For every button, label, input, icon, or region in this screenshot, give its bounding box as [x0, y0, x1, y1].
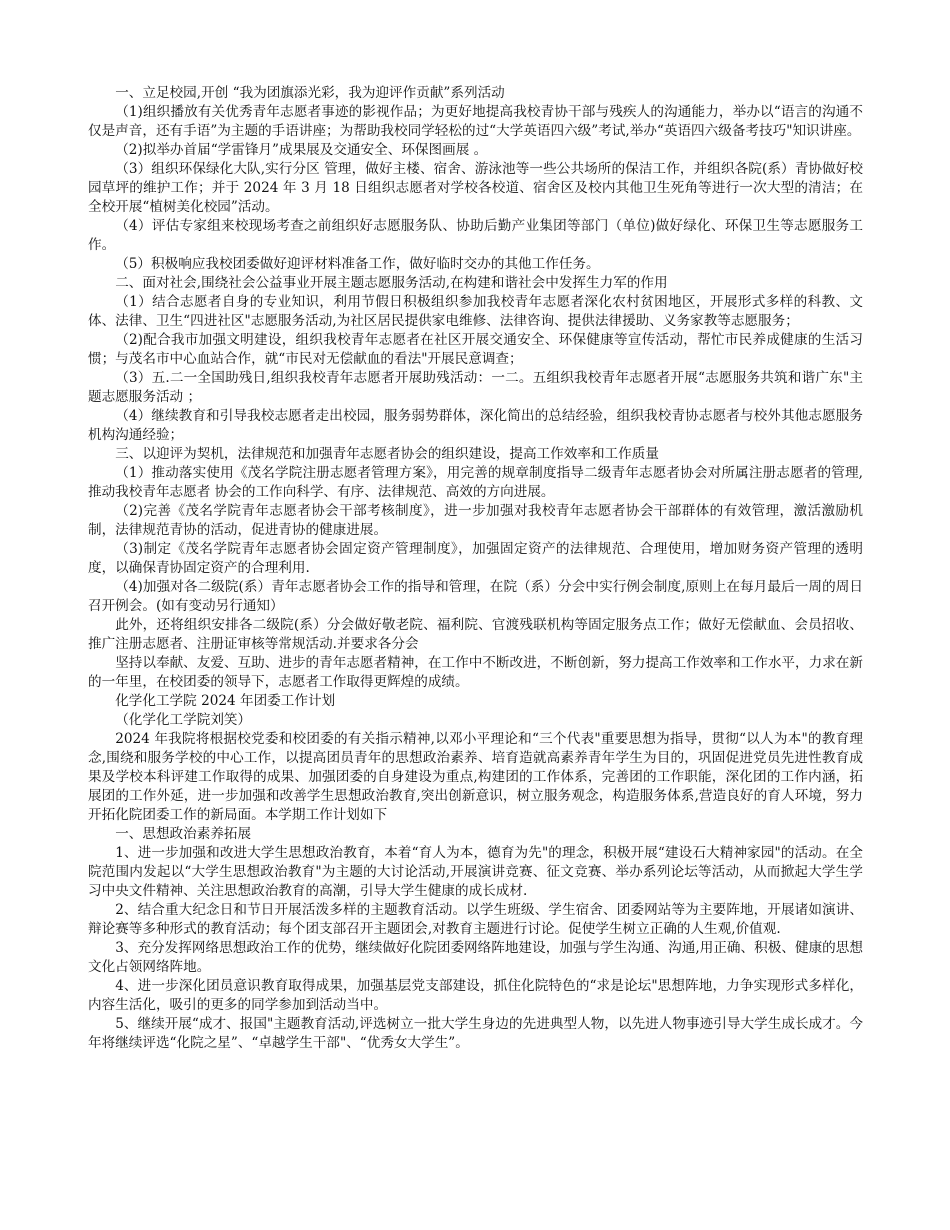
- document-author: （化学化工学院刘笑）: [115, 712, 252, 728]
- section-heading-3: 三、以迎评为契机，法律规范和加强青年志愿者协会的组织建设，提高工作效率和工作质量: [115, 446, 659, 462]
- paragraph: 1、进一步加强和改进大学生思想政治教育，本着“育人为本，德育为先"的理念，积极开展“建设石大精神家园"的活动。在全院范围内发起以“大学生思想政治教育"为主题的大讨论活动,开展演讲竞赛、征文竞赛、举办系列论坛等活动，从而掀起大学生学习中央文件精神、关注思想政治教育的高潮，引导大学生健康的成长成材.: [88, 845, 863, 899]
- paragraph: （5）积极响应我校团委做好迎评材料准备工作，做好临时交办的其他工作任务。: [115, 256, 600, 272]
- paragraph: （2)配合我市加强文明建设，组织我校青年志愿者在社区开展交通安全、环保健康等宣传活动，帮忙市民养成健康的生活习惯；与茂名市中心血站合作，就“市民对无偿献血的看法"开展民意调查；: [88, 332, 863, 367]
- paragraph: 4、进一步深化团员意识教育取得成果，加强基层党支部建设，抓住化院特色的“求是论坛"思想阵地，力争实现形式多样化，内容生活化，吸引的更多的同学参加到活动当中。: [88, 978, 863, 1013]
- paragraph: （1)组织播放有关优秀青年志愿者事迹的影视作品；为更好地提高我校青协干部与残疾人的沟通能力，举办以“语言的沟通不仅是声音，还有手语”为主题的手语讲座；为帮助我校同学轻松的过“大学英语四六级”考试,举办“英语四六级备考技巧"知识讲座。: [88, 104, 863, 139]
- paragraph: （2)拟举办首届“学雷锋月”成果展及交通安全、环保图画展 。: [115, 142, 488, 158]
- paragraph: 此外，还将组织安排各二级院(系）分会做好敬老院、福利院、官渡残联机构等固定服务点工作；做好无偿献血、会员招收、推广注册志愿者、注册证审核等常规活动.并要求各分会: [88, 617, 863, 652]
- paragraph: 坚持以奉献、友爱、互助、进步的青年志愿者精神，在工作中不断改进，不断创新，努力提高工作效率和工作水平，力求在新的一年里，在校团委的领导下，志愿者工作取得更辉煌的成绩。: [88, 655, 863, 690]
- paragraph: （1）推动落实使用《茂名学院注册志愿者管理方案》，用完善的规章制度指导二级青年志愿者协会对所属注册志愿者的管理,推动我校青年志愿者 协会的工作向科学、有序、法律规范、高效的方向进展。: [88, 465, 863, 500]
- document-body: [88, 84, 863, 1053]
- paragraph: 3、充分发挥网络思想政治工作的优势，继续做好化院团委网络阵地建设，加强与学生沟通、沟通,用正确、积极、健康的思想文化占领网络阵地。: [88, 940, 863, 975]
- paragraph: 5、继续开展“成才、报国"主题教育活动,评选树立一批大学生身边的先进典型人物，以先进人物事迹引导大学生成长成才。今年将继续评选“化院之星”、“卓越学生干部"、“优秀女大学生”。: [88, 1016, 863, 1051]
- section-heading-4: 一、思想政治素养拓展: [115, 826, 252, 842]
- paragraph: （3）组织环保绿化大队,实行分区 管理，做好主楼、宿舍、游泳池等一些公共场所的保洁工作，并组织各院(系）青协做好校园草坪的维护工作；并于 2024 年 3 月 18 日组织志愿者对学校各校道、宿舍区及校内其他卫生死角等进行一次大型的清洁；在全校开展“植树美化校园”活动。: [88, 161, 863, 215]
- section-heading-2: 二、面对社会,围绕社会公益事业开展主题志愿服务活动,在构建和谐社会中发挥生力军的作用: [115, 275, 668, 291]
- paragraph: 2、结合重大纪念日和节日开展活泼多样的主题教育活动。以学生班级、学生宿舍、团委网站等为主要阵地，开展诸如演讲、辩论赛等多种形式的教育活动；每个团支部召开主题团会,对教育主题进行讨论。促使学生树立正确的人生观,价值观.: [88, 902, 863, 937]
- paragraph: （3)制定《茂名学院青年志愿者协会固定资产管理制度》，加强固定资产的法律规范、合理使用，增加财务资产管理的透明度，以确保青协固定资产的合理利用.: [88, 541, 863, 576]
- document-title: 化学化工学院 2024 年团委工作计划: [115, 693, 336, 709]
- paragraph: （4）继续教育和引导我校志愿者走出校园，服务弱势群体，深化简出的总结经验，组织我校青协志愿者与校外其他志愿服务机构沟通经验；: [88, 408, 863, 443]
- paragraph: （4)加强对各二级院(系）青年志愿者协会工作的指导和管理，在院（系）分会中实行例会制度,原则上在每月最后一周的周日召开例会。(如有变动另行通知）: [88, 579, 863, 614]
- paragraph: （4）评估专家组来校现场考查之前组织好志愿服务队、协助后勤产业集团等部门（单位)做好绿化、环保卫生等志愿服务工作。: [88, 218, 863, 253]
- paragraph: 2024 年我院将根据校党委和校团委的有关指示精神,以邓小平理论和“三个代表"重要思想为指导，贯彻“以人为本"的教育理念,围绕和服务学校的中心工作，以提高团员青年的思想政治素养、培育造就高素养青年学生为目的，巩固促进党员先进性教育成果及学校本科评建工作取得的成果、加强团委的自身建设为重点,构建团的工作体系，完善团的工作职能，深化团的工作内涵，拓展团的工作外延，进一步加强和改善学生思想政治教育,突出创新意识，树立服务观念，构造服务体系,营造良好的育人环境，努力开拓化院团委工作的新局面。本学期工作计划如下: [88, 731, 863, 823]
- paragraph: （3）五.二一全国助残日,组织我校青年志愿者开展助残活动：一二。五组织我校青年志愿者开展“志愿服务共筑和谐广东"主题志愿服务活动 ；: [88, 370, 863, 405]
- paragraph: （1）结合志愿者自身的专业知识，利用节假日积极组织参加我校青年志愿者深化农村贫困地区，开展形式多样的科教、文体、法律、卫生“四进社区"志愿服务活动,为社区居民提供家电维修、法律咨询、提供法律援助、义务家教等志愿服务；: [88, 294, 863, 329]
- section-heading-1: 一、立足校园,开创 “我为团旗添光彩，我为迎评作贡献”系列活动: [115, 85, 505, 101]
- paragraph: （2)完善《茂名学院青年志愿者协会干部考核制度》，进一步加强对我校青年志愿者协会干部群体的有效管理，激活激励机制，法律规范青协的活动，促进青协的健康进展。: [88, 503, 863, 538]
